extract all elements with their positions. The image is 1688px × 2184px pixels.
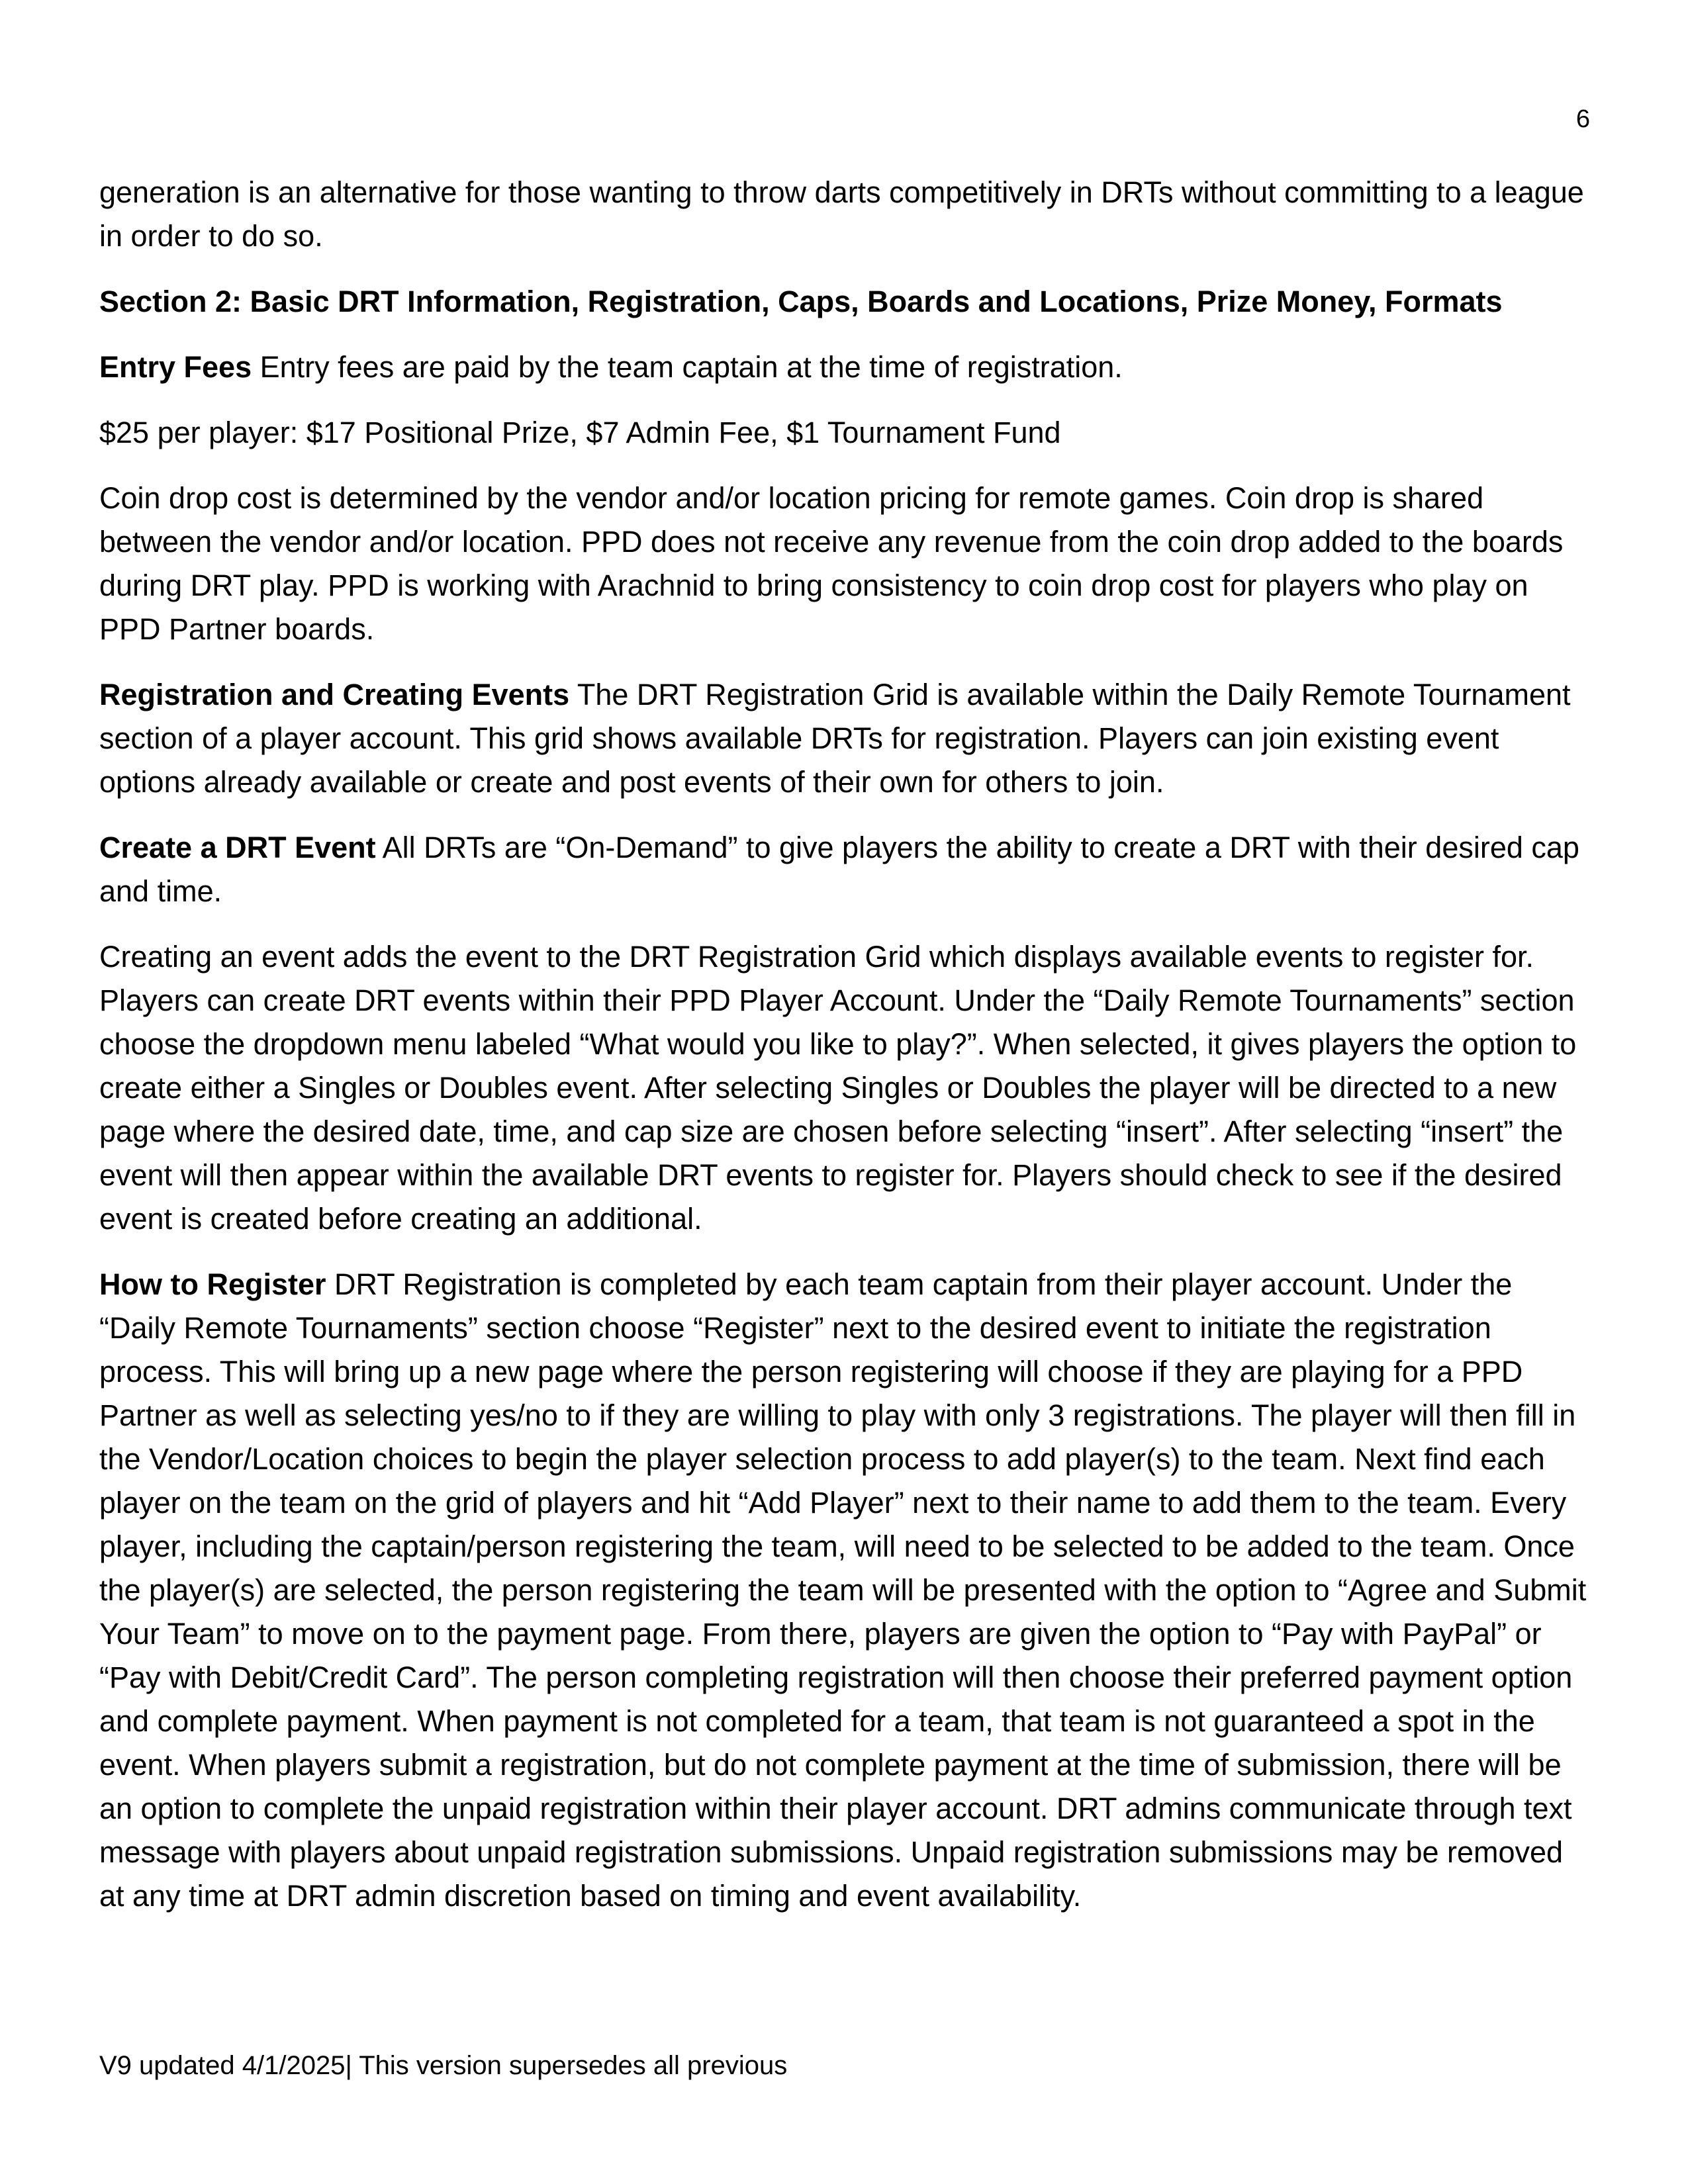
paragraph-intro-continuation: generation is an alternative for those wanting to throw darts competitively in DRTs without committing to a league in order to do so. <box>99 175 1584 253</box>
paragraph-entry-fees <box>99 345 1589 389</box>
section-heading <box>99 280 1589 324</box>
section-heading-text: Section 2: Basic DRT Information, Registration, Caps, Boards and Locations, Prize Money, Formats <box>99 285 1503 318</box>
paragraph-create-event <box>99 826 1589 913</box>
how-to-register-label: How to Register <box>99 1267 326 1301</box>
create-event-label: Create a DRT Event <box>99 831 376 864</box>
page-footer: V9 updated 4/1/2025| This version supersedes all previous <box>99 2051 788 2080</box>
create-event-text: All DRTs are “On-Demand” to give players the ability to create a DRT with their desired cap and time. <box>99 831 1579 908</box>
document-body <box>99 171 1589 1940</box>
paragraph-fee-breakdown: $25 per player: $17 Positional Prize, $7 Admin Fee, $1 Tournament Fund <box>99 416 1061 449</box>
entry-fees-text: Entry fees are paid by the team captain at the time of registration. <box>252 350 1123 384</box>
paragraph-registration <box>99 673 1589 804</box>
page-number: 6 <box>1575 105 1590 133</box>
registration-text: The DRT Registration Grid is available within the Daily Remote Tournament section of a player account. This grid shows available DRTs for registration. Players can join existing event options already available or create and post events of their own for others to join. <box>99 678 1571 799</box>
paragraph-how-to-register <box>99 1263 1589 1918</box>
how-to-register-text: DRT Registration is completed by each team captain from their player account. Under the “Daily Remote Tournaments” section choose “Register” next to the desired event to initiate the registration process. This will bring up a new page where the person registering will choose if they are playing for a PPD Partner as well as selecting yes/no to if they are willing to play with only 3 registrations. The player will then fill in the Vendor/Location choices to begin the player selection process to add player(s) to the team. Next find each player on the team on the grid of players and hit “Add Player” next to their name to add them to the team. Every player, including the captain/person registering the team, will need to be selected to be added to the team. Once the player(s) are selected, the person registering the team will be presented with the option to “Agree and Submit Your Team” to move on to the payment page. From there, players are given the option to “Pay with PayPal” or “Pay with Debit/Credit Card”. The person completing registration will then choose their preferred payment option and complete payment. When payment is not completed for a team, that team is not guaranteed a spot in the event. When players submit a registration, but do not complete payment at the time of submission, there will be an option to complete the unpaid registration within their player account. DRT admins communicate through text message with players about unpaid registration submissions. Unpaid registration submissions may be removed at any time at DRT admin discretion based on timing and event availability. <box>99 1267 1587 1913</box>
registration-label: Registration and Creating Events <box>99 678 570 711</box>
paragraph-coin-drop: Coin drop cost is determined by the vendor and/or location pricing for remote games. Coin drop is shared between the vendor and/or location. PPD does not receive any revenue from the coin drop added to the boards during DRT play. PPD is working with Arachnid to bring consistency to coin drop cost for players who play on PPD Partner boards. <box>99 481 1564 646</box>
paragraph-creating-event: Creating an event adds the event to the DRT Registration Grid which displays available events to register for. Players can create DRT events within their PPD Player Account. Under the “Daily Remote Tournaments” section choose the dropdown menu labeled “What would you like to play?”. When selected, it gives players the option to create either a Singles or Doubles event. After selecting Singles or Doubles the player will be directed to a new page where the desired date, time, and cap size are chosen before selecting “insert”. After selecting “insert” the event will then appear within the available DRT events to register for. Players should check to see if the desired event is created before creating an additional. <box>99 940 1577 1236</box>
entry-fees-label: Entry Fees <box>99 350 252 384</box>
